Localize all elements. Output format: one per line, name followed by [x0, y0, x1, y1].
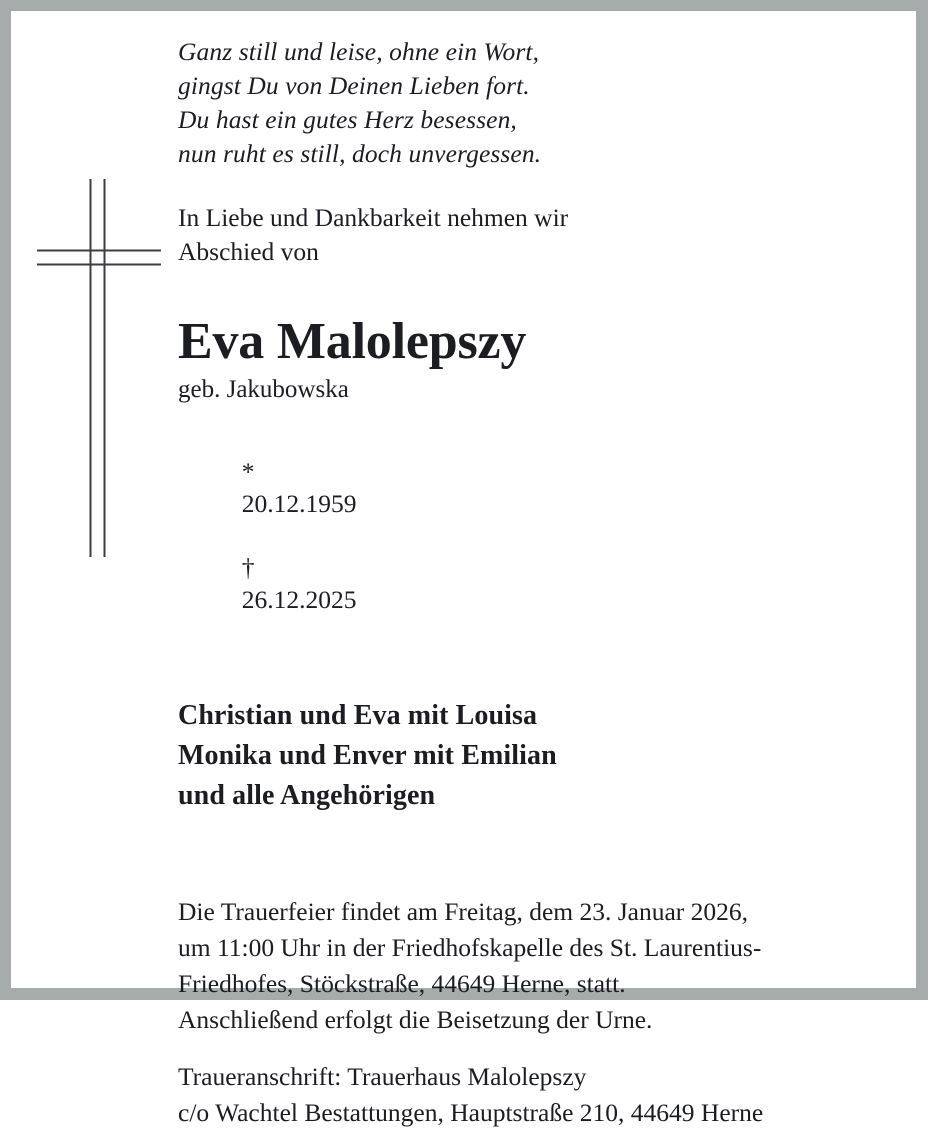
family-line: und alle Angehörigen — [178, 780, 436, 811]
intro-line: In Liebe und Dankbarkeit nehmen wir — [178, 203, 569, 232]
condolence-address — [178, 1059, 918, 1131]
intro-line: Abschied von — [178, 237, 319, 266]
poem-line: Ganz still und leise, ohne ein Wort, — [178, 37, 540, 66]
farewell-intro — [178, 201, 918, 269]
ceremony-details — [178, 894, 918, 1038]
poem-line: Du hast ein gutes Herz besessen, — [178, 105, 517, 134]
ceremony-line: um 11:00 Uhr in der Friedhofskapelle des St. Laurentius- — [178, 933, 762, 962]
death-symbol: † — [241, 553, 255, 582]
ceremony-line: Die Trauerfeier findet am Freitag, dem 23. Januar 2026, — [178, 897, 749, 926]
obituary-text-column — [178, 21, 918, 1131]
contact-line: c/o Wachtel Bestattungen, Hauptstraße 210, 44649 Herne — [178, 1098, 764, 1127]
family-line: Christian und Eva mit Louisa — [178, 700, 538, 731]
poem-line: nun ruht es still, doch unvergessen. — [178, 139, 542, 168]
deceased-dates — [178, 424, 918, 648]
deceased-block — [178, 313, 918, 648]
deceased-maiden-name: geb. Jakubowska — [178, 376, 349, 403]
obituary-card — [11, 11, 916, 1127]
christian-cross-icon — [26, 168, 171, 558]
surviving-family — [178, 696, 918, 816]
family-line: Monika und Enver mit Emilian — [178, 740, 557, 771]
poem-line: gingst Du von Deinen Lieben fort. — [178, 71, 530, 100]
deceased-name: Eva Malolepszy — [178, 313, 527, 370]
birth-date: 20.12.1959 — [241, 489, 357, 518]
ceremony-line: Anschließend erfolgt die Beisetzung der Urne. — [178, 1005, 653, 1034]
birth-symbol: * — [241, 457, 255, 486]
memorial-poem — [178, 35, 918, 171]
ceremony-line: Friedhofes, Stöckstraße, 44649 Herne, statt. — [178, 969, 626, 998]
contact-line: Traueranschrift: Trauerhaus Malolepszy — [178, 1062, 587, 1091]
death-date: 26.12.2025 — [241, 585, 357, 614]
